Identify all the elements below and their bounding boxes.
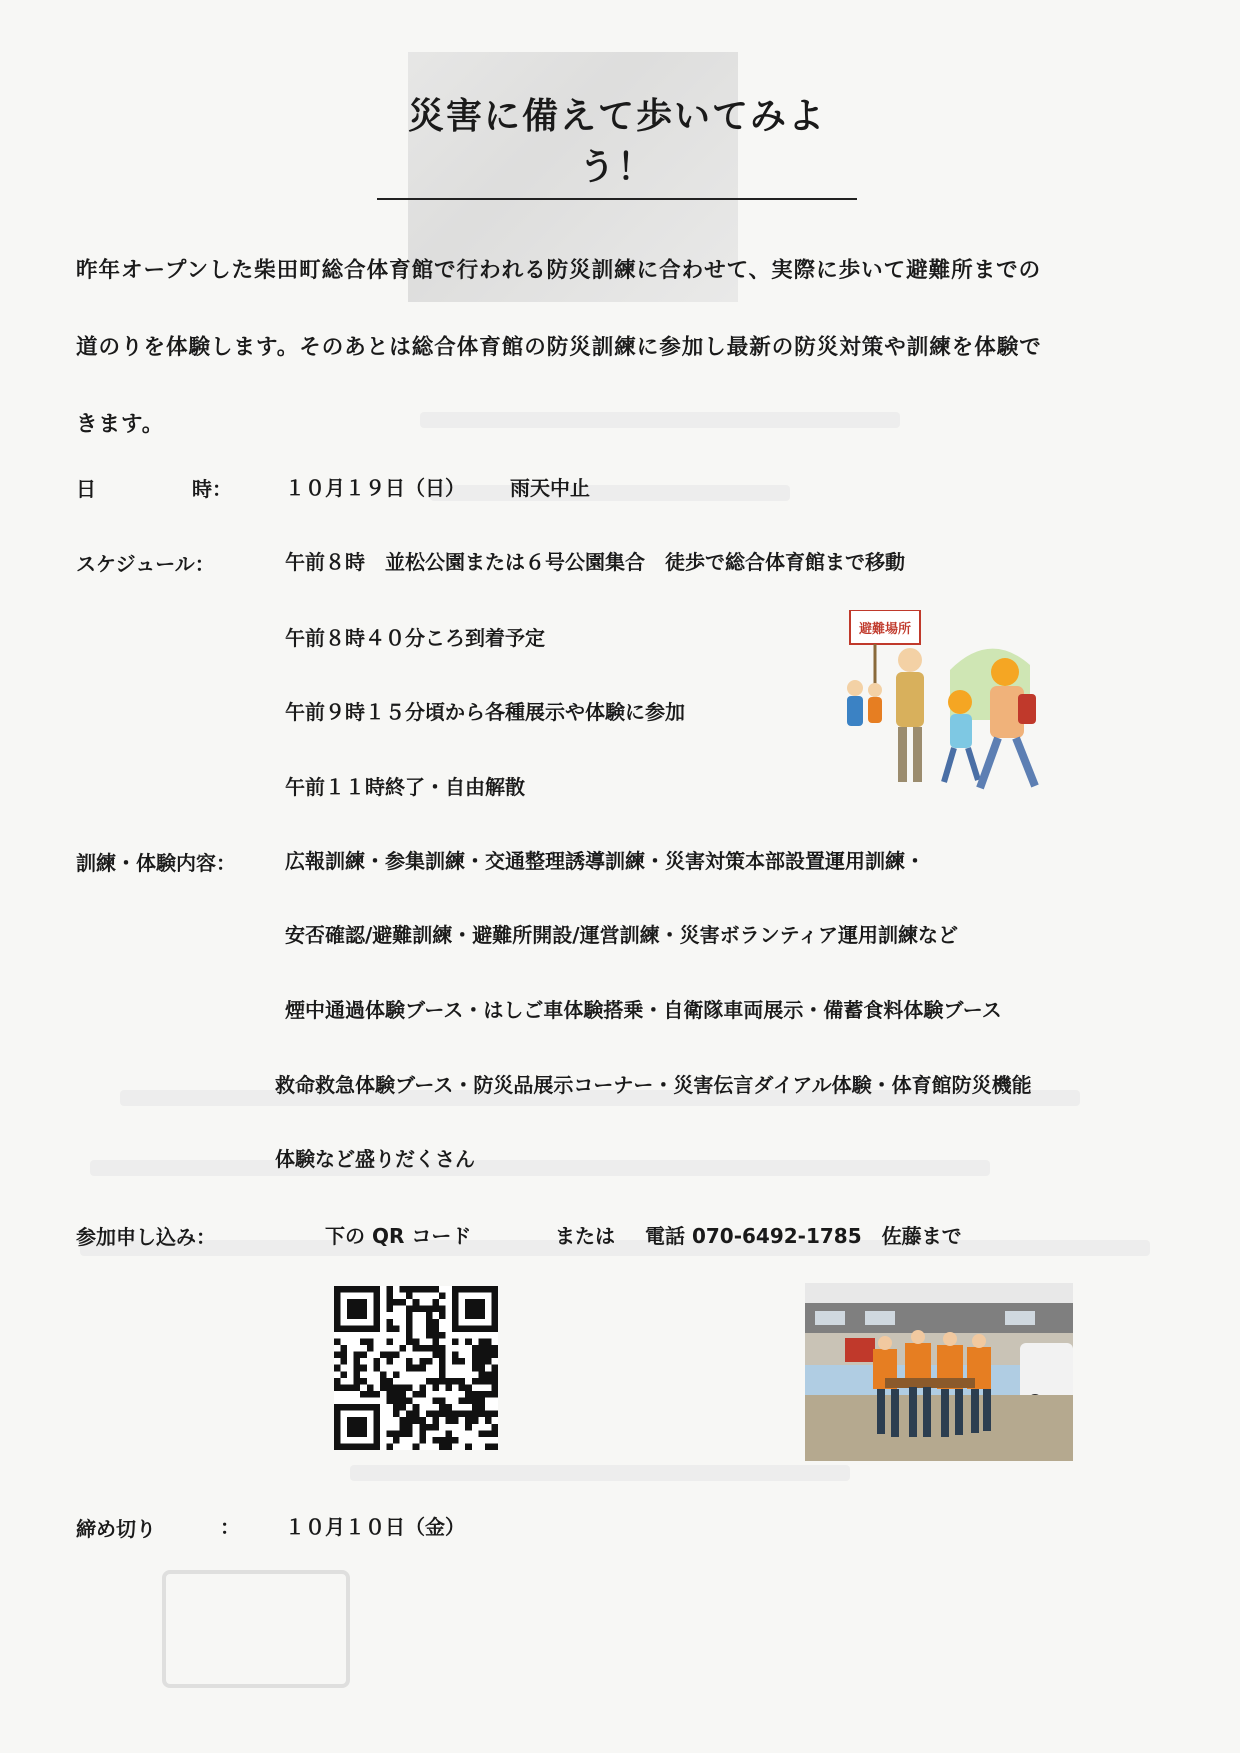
intro-line: 道のりを体験します。そのあとは総合体育館の防災訓練に参加し最新の防災対策や訓練を体験で bbox=[76, 335, 1042, 360]
drill-photo bbox=[805, 1283, 1073, 1461]
content-line: 広報訓練・参集訓練・交通整理誘導訓練・災害対策本部設置運用訓練・ bbox=[285, 849, 925, 873]
schedule-item: 午前１１時終了・自由解散 bbox=[285, 775, 525, 799]
intro-line: きます。 bbox=[76, 412, 165, 437]
apply-phone: 電話 070-6492-1785 佐藤まで bbox=[645, 1224, 962, 1248]
qr-code[interactable] bbox=[334, 1286, 498, 1450]
show-through-line bbox=[350, 1465, 850, 1481]
apply-label: 参加申し込み： bbox=[76, 1225, 216, 1249]
content-line: 体験など盛りだくさん bbox=[275, 1147, 475, 1171]
intro-paragraph bbox=[76, 232, 1156, 463]
apply-or-text: または bbox=[555, 1224, 615, 1248]
show-through-stamp bbox=[162, 1570, 350, 1688]
schedule-item: 午前９時１５分頃から各種展示や体験に参加 bbox=[285, 700, 685, 724]
page-title: 災害に備えて歩いてみよう！ bbox=[377, 88, 857, 200]
deadline-label: 締め切り bbox=[76, 1517, 156, 1541]
schedule-item: 午前８時４０分ころ到着予定 bbox=[285, 626, 545, 650]
schedule-label: スケジュール： bbox=[76, 552, 215, 576]
evacuation-illustration bbox=[830, 610, 1050, 800]
intro-line: 昨年オープンした柴田町総合体育館で行われる防災訓練に合わせて、実際に歩いて避難所までの bbox=[76, 258, 1042, 283]
content-line: 安否確認/避難訓練・避難所開設/運営訓練・災害ボランティア運用訓練など bbox=[285, 923, 959, 947]
show-through-line bbox=[90, 1160, 990, 1176]
sign-text: 避難場所 bbox=[858, 622, 912, 637]
date-value: １０月１９日（日） bbox=[285, 476, 465, 500]
date-note: 雨天中止 bbox=[510, 476, 590, 500]
show-through-line bbox=[80, 1240, 1150, 1256]
content-line: 救命救急体験ブース・防災品展示コーナー・災害伝言ダイアル体験・体育館防災機能 bbox=[275, 1073, 1032, 1097]
content-label: 訓練・体験内容： bbox=[76, 851, 236, 875]
show-through-line bbox=[430, 485, 790, 501]
deadline-colon: ： bbox=[220, 1515, 240, 1539]
schedule-item: 午前８時 並松公園または６号公園集合 徒歩で総合体育館まで移動 bbox=[285, 550, 905, 574]
apply-qr-text: 下の QR コード bbox=[325, 1224, 472, 1248]
deadline-value: １０月１０日（金） bbox=[285, 1515, 465, 1539]
date-label-b: 時： bbox=[192, 477, 232, 501]
date-label-a: 日 bbox=[76, 477, 96, 501]
content-line: 煙中通過体験ブース・はしご車体験搭乗・自衛隊車両展示・備蓄食料体験ブース bbox=[285, 998, 1002, 1022]
